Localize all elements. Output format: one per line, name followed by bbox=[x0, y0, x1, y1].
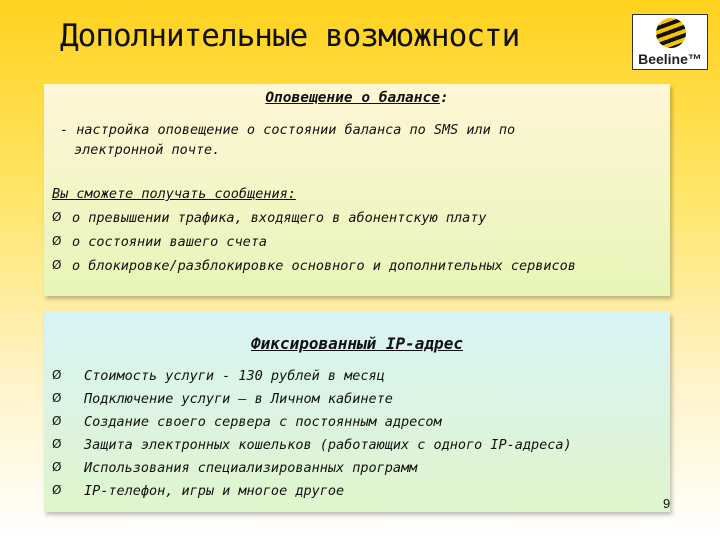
bullet-arrow-icon: Ø bbox=[52, 391, 62, 405]
balance-desc-line-1: - настройка оповещение о состоянии баланса по SMS или по bbox=[60, 122, 516, 138]
page-number: 9 bbox=[663, 496, 671, 511]
list-item-text: о блокировке/разблокировке основного и дополнительных сервисов bbox=[72, 258, 576, 274]
balance-panel-heading-colon: : bbox=[439, 90, 449, 106]
beeline-logo bbox=[632, 14, 708, 70]
list-item-text: о превышении трафика, входящего в абонентскую плату bbox=[72, 210, 487, 226]
balance-notification-panel bbox=[44, 84, 670, 296]
fixed-ip-panel bbox=[44, 312, 670, 512]
bullet-arrow-icon: Ø bbox=[52, 483, 62, 497]
bullet-arrow-icon: Ø bbox=[52, 258, 62, 272]
bullet-arrow-icon: Ø bbox=[52, 437, 62, 451]
bullet-arrow-icon: Ø bbox=[52, 414, 62, 428]
balance-panel-heading-text: Оповещение о балансе bbox=[265, 90, 440, 106]
list-item-text: Создание своего сервера с постоянным адресом bbox=[84, 414, 442, 430]
beeline-logo-icon bbox=[656, 18, 686, 48]
list-item-text: IP-телефон, игры и многое другое bbox=[84, 483, 345, 499]
bullet-arrow-icon: Ø bbox=[52, 368, 62, 382]
bullet-arrow-icon: Ø bbox=[52, 234, 62, 248]
beeline-logo-text: Beeline™ bbox=[638, 51, 702, 67]
balance-desc-line-2: электронной почте. bbox=[74, 142, 221, 158]
list-item-text: Стоимость услуги - 130 рублей в месяц bbox=[84, 368, 385, 384]
balance-intro: Вы сможете получать сообщения: bbox=[52, 186, 296, 202]
bullet-arrow-icon: Ø bbox=[52, 460, 62, 474]
bullet-arrow-icon: Ø bbox=[52, 210, 62, 224]
balance-panel-heading bbox=[44, 90, 670, 106]
slide-title: Дополнительные возможности bbox=[60, 18, 520, 54]
list-item-text: Использования специализированных программ bbox=[84, 460, 418, 476]
list-item-text: Защита электронных кошельков (работающих с одного IP-адреса) bbox=[84, 437, 572, 453]
list-item-text: о состоянии вашего счета bbox=[72, 234, 268, 250]
list-item-text: Подключение услуги – в Личном кабинете bbox=[84, 391, 393, 407]
fixed-ip-heading: Фиксированный IP-адрес bbox=[251, 334, 463, 353]
